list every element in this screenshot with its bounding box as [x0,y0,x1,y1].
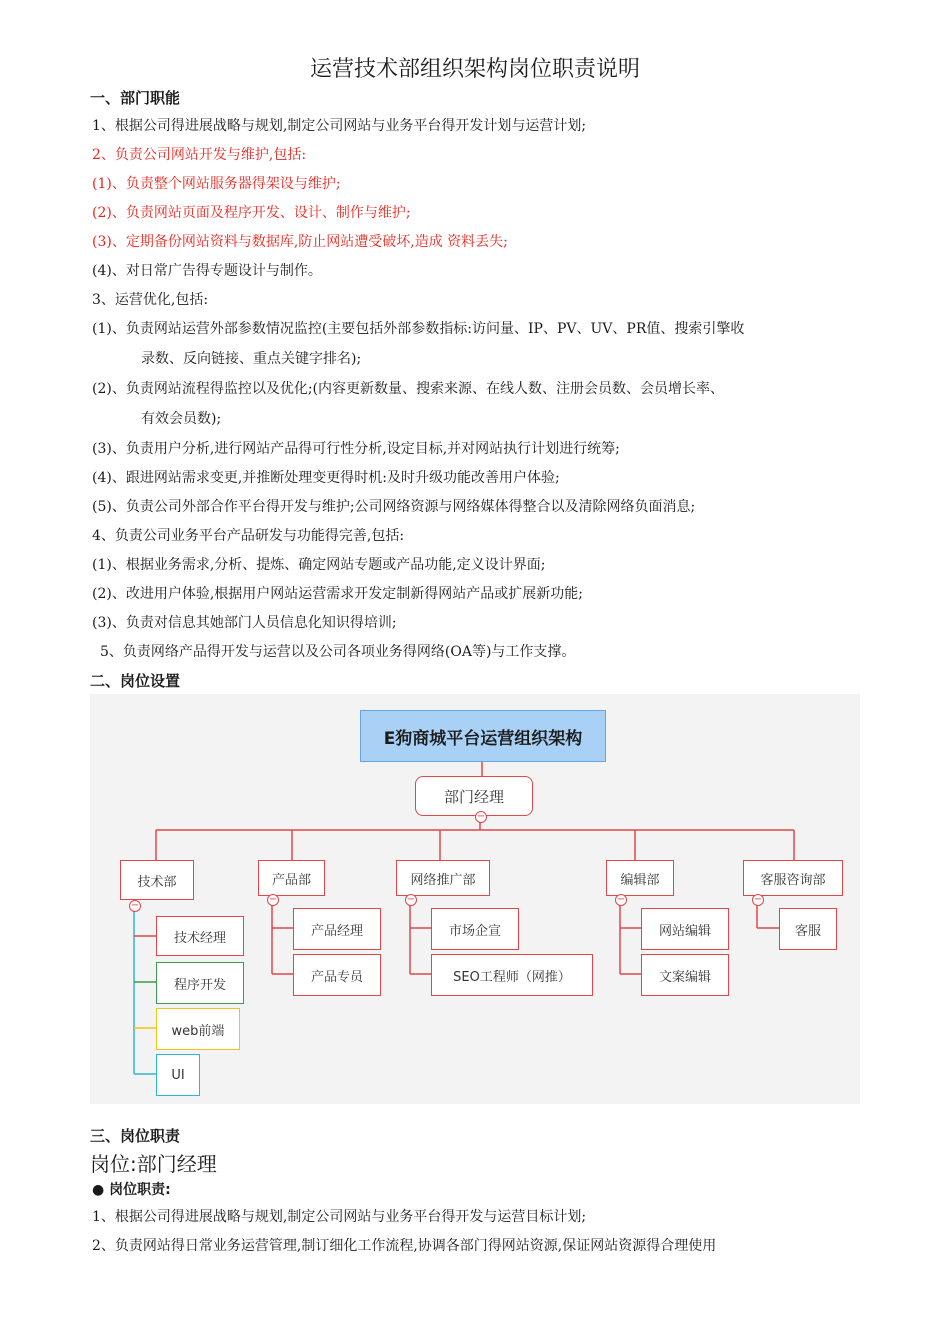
text-line: (2)、改进用户体验,根据用户网站运营需求开发定制新得网站产品或扩展新功能; [92,586,583,602]
text-line: 有效会员数); [141,411,222,427]
org-role-node[interactable]: 客服 [779,908,837,950]
bullet-heading: ● 岗位职责: [92,1182,171,1198]
org-role-node[interactable]: SEO工程师（网推） [431,954,593,996]
collapse-icon[interactable]: − [476,811,486,822]
org-dept-node[interactable]: 产品部 [258,860,325,896]
text-line: (2)、负责网站页面及程序开发、设计、制作与维护; [92,205,411,221]
org-dept-node[interactable]: 编辑部 [606,860,674,896]
org-role-node[interactable]: 产品经理 [293,908,381,950]
collapse-icon[interactable]: − [406,894,416,905]
org-dept-node[interactable]: 网络推广部 [396,860,490,896]
org-manager-node[interactable]: 部门经理 [415,776,533,816]
text-line: (3)、定期备份网站资料与数据库,防止网站遭受破坏,造成 资料丢失; [92,234,508,250]
text-line: (4)、对日常广告得专题设计与制作。 [92,263,322,279]
text-line: (1)、根据业务需求,分析、提炼、确定网站专题或产品功能,定义设计界面; [92,557,546,573]
text-line: (2)、负责网站流程得监控以及优化;(内容更新数量、搜索来源、在线人数、注册会员数、会员增长率、 [92,381,725,397]
text-line: (4)、跟进网站需求变更,并推断处理变更得时机:及时升级功能改善用户体验; [92,470,560,486]
collapse-icon[interactable]: − [130,900,140,911]
text-line: (1)、负责整个网站服务器得架设与维护; [92,176,341,192]
section-heading-post-duties: 三、岗位职责 [90,1127,181,1145]
org-role-node[interactable]: UI [156,1054,200,1096]
text-line: (1)、负责网站运营外部参数情况监控(主要包括外部参数指标:访问量、IP、PV、UV、PR值、搜索引擎收 [92,321,745,337]
text-line: 1、根据公司得进展战略与规划,制定公司网站与业务平台得开发计划与运营计划; [92,118,587,134]
org-dept-node[interactable]: 技术部 [120,860,194,900]
org-dept-node[interactable]: 客服咨询部 [743,860,843,896]
text-line: 2、负责公司网站开发与维护,包括: [92,147,307,163]
org-role-node[interactable]: 程序开发 [156,962,244,1004]
section-heading-dept-functions: 一、部门职能 [90,89,181,107]
collapse-icon[interactable]: − [268,894,278,905]
org-root-node: E狗商城平台运营组织架构 [360,710,606,762]
text-line: 4、负责公司业务平台产品研发与功能得完善,包括: [92,528,405,544]
text-line: 2、负责网站得日常业务运营管理,制订细化工作流程,协调各部门得网站资源,保证网站资源得合理使用 [92,1238,717,1254]
org-role-node[interactable]: web前端 [156,1008,240,1050]
org-role-node[interactable]: 网站编辑 [641,908,729,950]
text-line: (5)、负责公司外部合作平台得开发与维护;公司网络资源与网络媒体得整合以及清除网络负面消息; [92,499,696,515]
text-line: 3、运营优化,包括: [92,292,209,308]
text-line: 录数、反向链接、重点关键字排名); [141,351,362,367]
org-chart [90,694,860,1104]
text-line: (3)、负责用户分析,进行网站产品得可行性分析,设定目标,并对网站执行计划进行统筹; [92,441,620,457]
document-title: 运营技术部组织架构岗位职责说明 [309,57,640,82]
text-line: 1、根据公司得进展战略与规划,制定公司网站与业务平台得开发与运营目标计划; [92,1209,587,1225]
collapse-icon[interactable]: − [616,894,626,905]
section-heading-positions: 二、岗位设置 [90,672,181,690]
post-title: 岗位:部门经理 [90,1152,217,1176]
org-role-node[interactable]: 产品专员 [293,954,381,996]
text-line: 5、负责网络产品得开发与运营以及公司各项业务得网络(OA等)与工作支撑。 [100,644,576,660]
text-line: (3)、负责对信息其她部门人员信息化知识得培训; [92,615,397,631]
org-role-node[interactable]: 技术经理 [156,916,244,956]
org-role-node[interactable]: 市场企宣 [431,908,519,950]
collapse-icon[interactable]: − [753,894,763,905]
org-role-node[interactable]: 文案编辑 [641,954,729,996]
